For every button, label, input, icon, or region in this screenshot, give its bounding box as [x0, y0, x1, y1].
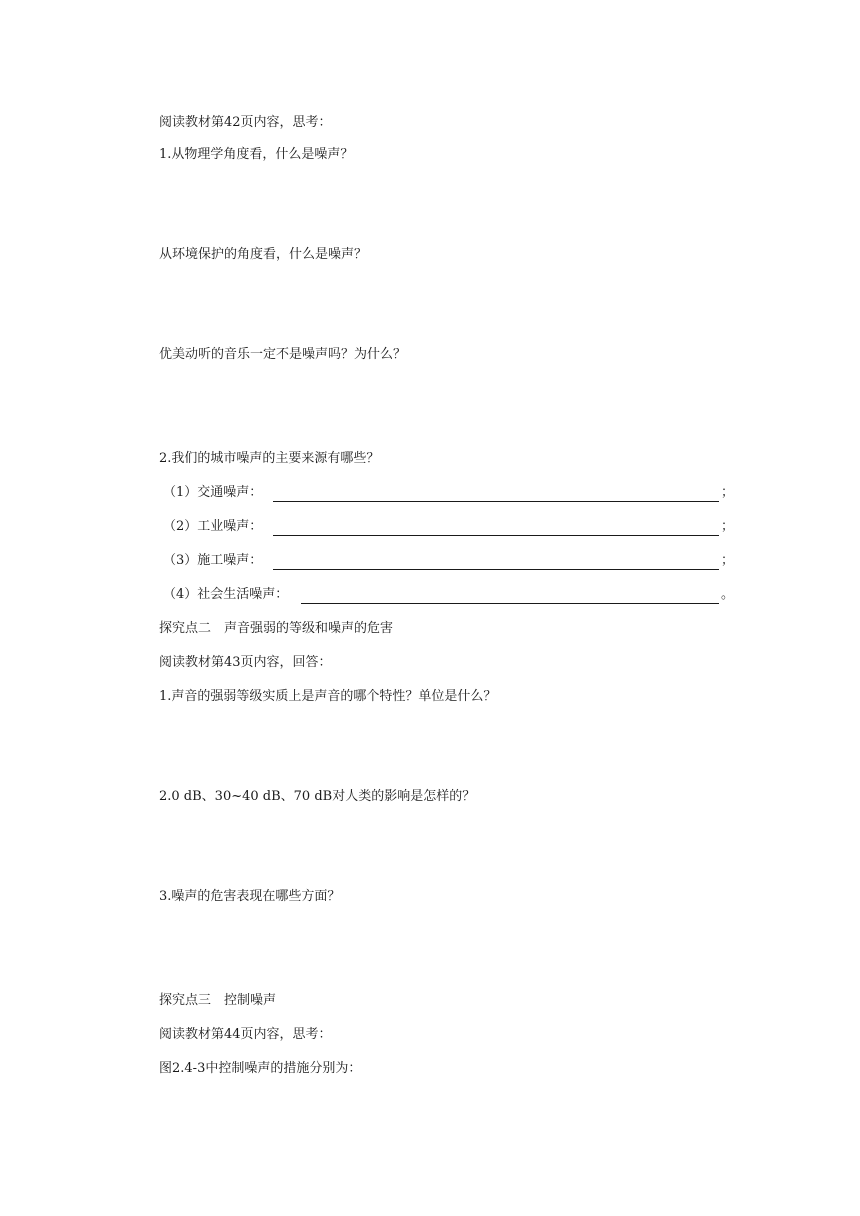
question-1-physics: 1.从物理学角度看，什么是噪声？	[159, 147, 354, 162]
fill-label: （3）施工噪声：	[163, 553, 263, 568]
fill-row-industry	[163, 518, 735, 536]
fill-row-traffic	[163, 484, 735, 502]
section-3-heading: 探究点三 控制噪声	[159, 993, 277, 1008]
fill-row-construction	[163, 552, 735, 570]
fill-label: （4）社会生活噪声：	[163, 587, 289, 602]
fill-end-punct: ；	[721, 553, 735, 568]
answer-blank[interactable]	[273, 569, 719, 570]
fill-label: （2）工业噪声：	[163, 519, 263, 534]
answer-blank[interactable]	[273, 535, 719, 536]
fill-end-punct: ；	[721, 485, 735, 500]
answer-blank[interactable]	[301, 603, 719, 604]
fill-row-social-life	[163, 586, 735, 604]
question-loudness-level: 1.声音的强弱等级实质上是声音的哪个特性？单位是什么？	[159, 689, 497, 704]
question-db-effects: 2.0 dB、30~40 dB、70 dB对人类的影响是怎样的？	[159, 789, 476, 804]
fill-label: （1）交通噪声：	[163, 485, 263, 500]
question-2-sources: 2.我们的城市噪声的主要来源有哪些？	[159, 451, 380, 466]
answer-blank[interactable]	[273, 501, 719, 502]
reading-instruction-3: 阅读教材第44页内容，思考：	[159, 1027, 332, 1042]
fill-end-punct: ；	[721, 519, 735, 534]
question-noise-harm: 3.噪声的危害表现在哪些方面？	[159, 889, 341, 904]
question-1-environment: 从环境保护的角度看，什么是噪声？	[159, 247, 368, 262]
reading-instruction-2: 阅读教材第43页内容，回答：	[159, 655, 332, 670]
question-1-music: 优美动听的音乐一定不是噪声吗？为什么？	[159, 347, 407, 362]
section-2-heading: 探究点二 声音强弱的等级和噪声的危害	[159, 621, 394, 636]
reading-instruction-1: 阅读教材第42页内容，思考：	[159, 115, 332, 130]
question-noise-control: 图2.4-3中控制噪声的措施分别为：	[159, 1061, 362, 1076]
fill-end-punct: 。	[721, 587, 735, 602]
